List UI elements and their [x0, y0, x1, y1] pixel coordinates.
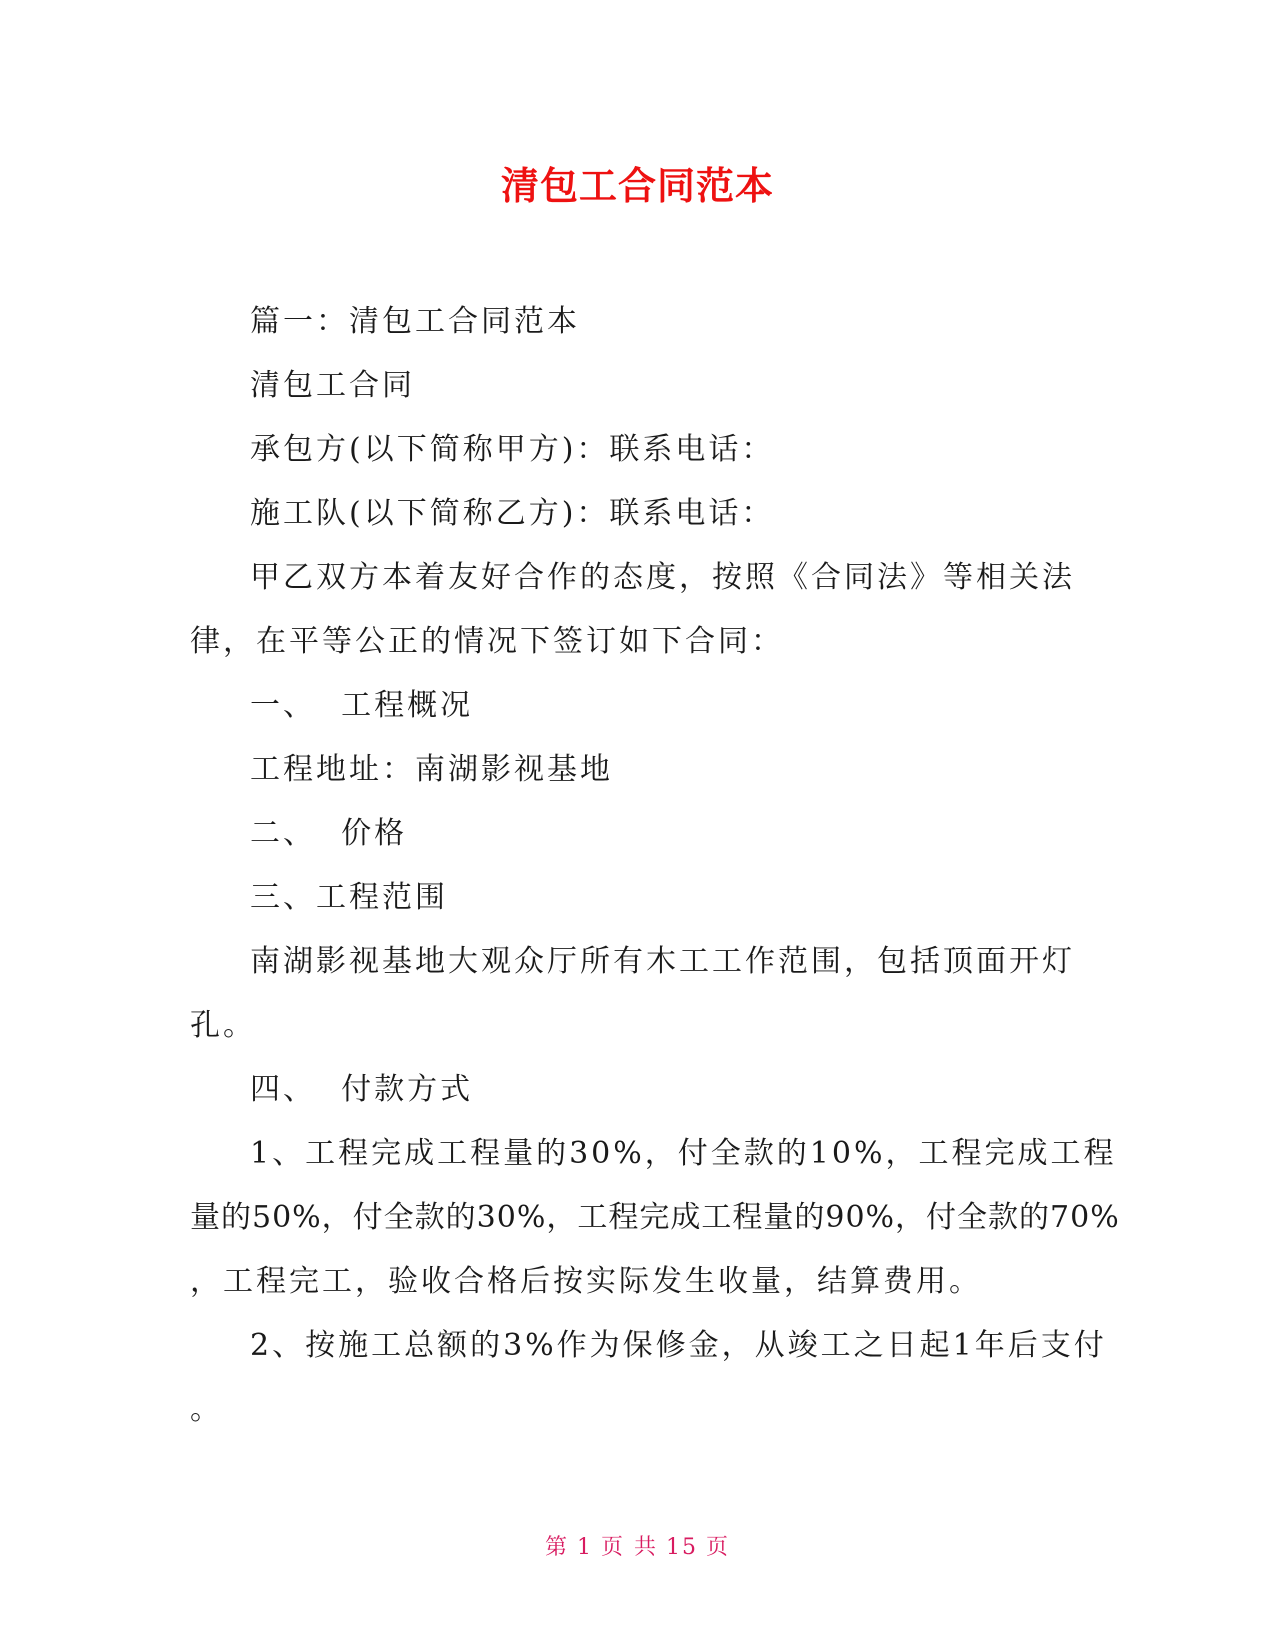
contract-name: 清包工合同: [250, 368, 415, 403]
paragraph-line: ，工程完工，验收合格后按实际发生收量，结算费用。: [190, 1264, 982, 1299]
paragraph-line: 律，在平等公正的情况下签订如下合同：: [190, 624, 784, 659]
paragraph-line: 孔。: [190, 1008, 256, 1043]
footer-total-pages: 15: [666, 1535, 698, 1560]
party-a-line: 承包方(以下简称甲方)：联系电话：: [250, 432, 775, 467]
section-heading: 篇一：清包工合同范本: [250, 304, 580, 339]
document-body: [190, 290, 1120, 1442]
party-b-line: 施工队(以下简称乙方)：联系电话：: [250, 496, 775, 531]
paragraph-line: 。: [190, 1392, 223, 1427]
document-title: 清包工合同范本: [500, 164, 774, 208]
footer-prefix: 第: [544, 1535, 569, 1560]
clause-heading: 三、工程范围: [250, 880, 448, 915]
paragraph-line: 1、工程完成工程量的30%，付全款的10%，工程完成工程: [250, 1136, 1117, 1171]
paragraph-line: 工程地址：南湖影视基地: [250, 752, 613, 787]
paragraph-line: 南湖影视基地大观众厅所有木工工作范围，包括顶面开灯: [250, 944, 1075, 979]
footer-middle: 页 共: [601, 1535, 658, 1560]
footer-page-number: 1: [577, 1535, 593, 1560]
page-footer: [0, 1530, 1275, 1561]
clause-heading: 一、 工程概况: [250, 688, 474, 723]
paragraph-line: 2、按施工总额的3%作为保修金，从竣工之日起1年后支付: [250, 1328, 1107, 1363]
clause-heading: 四、 付款方式: [250, 1072, 474, 1107]
clause-heading: 二、 价格: [250, 816, 408, 851]
paragraph-line: 甲乙双方本着友好合作的态度，按照《合同法》等相关法: [250, 560, 1075, 595]
footer-suffix: 页: [706, 1535, 731, 1560]
paragraph-line: 量的50%，付全款的30%，工程完成工程量的90%，付全款的70%: [190, 1200, 1120, 1235]
